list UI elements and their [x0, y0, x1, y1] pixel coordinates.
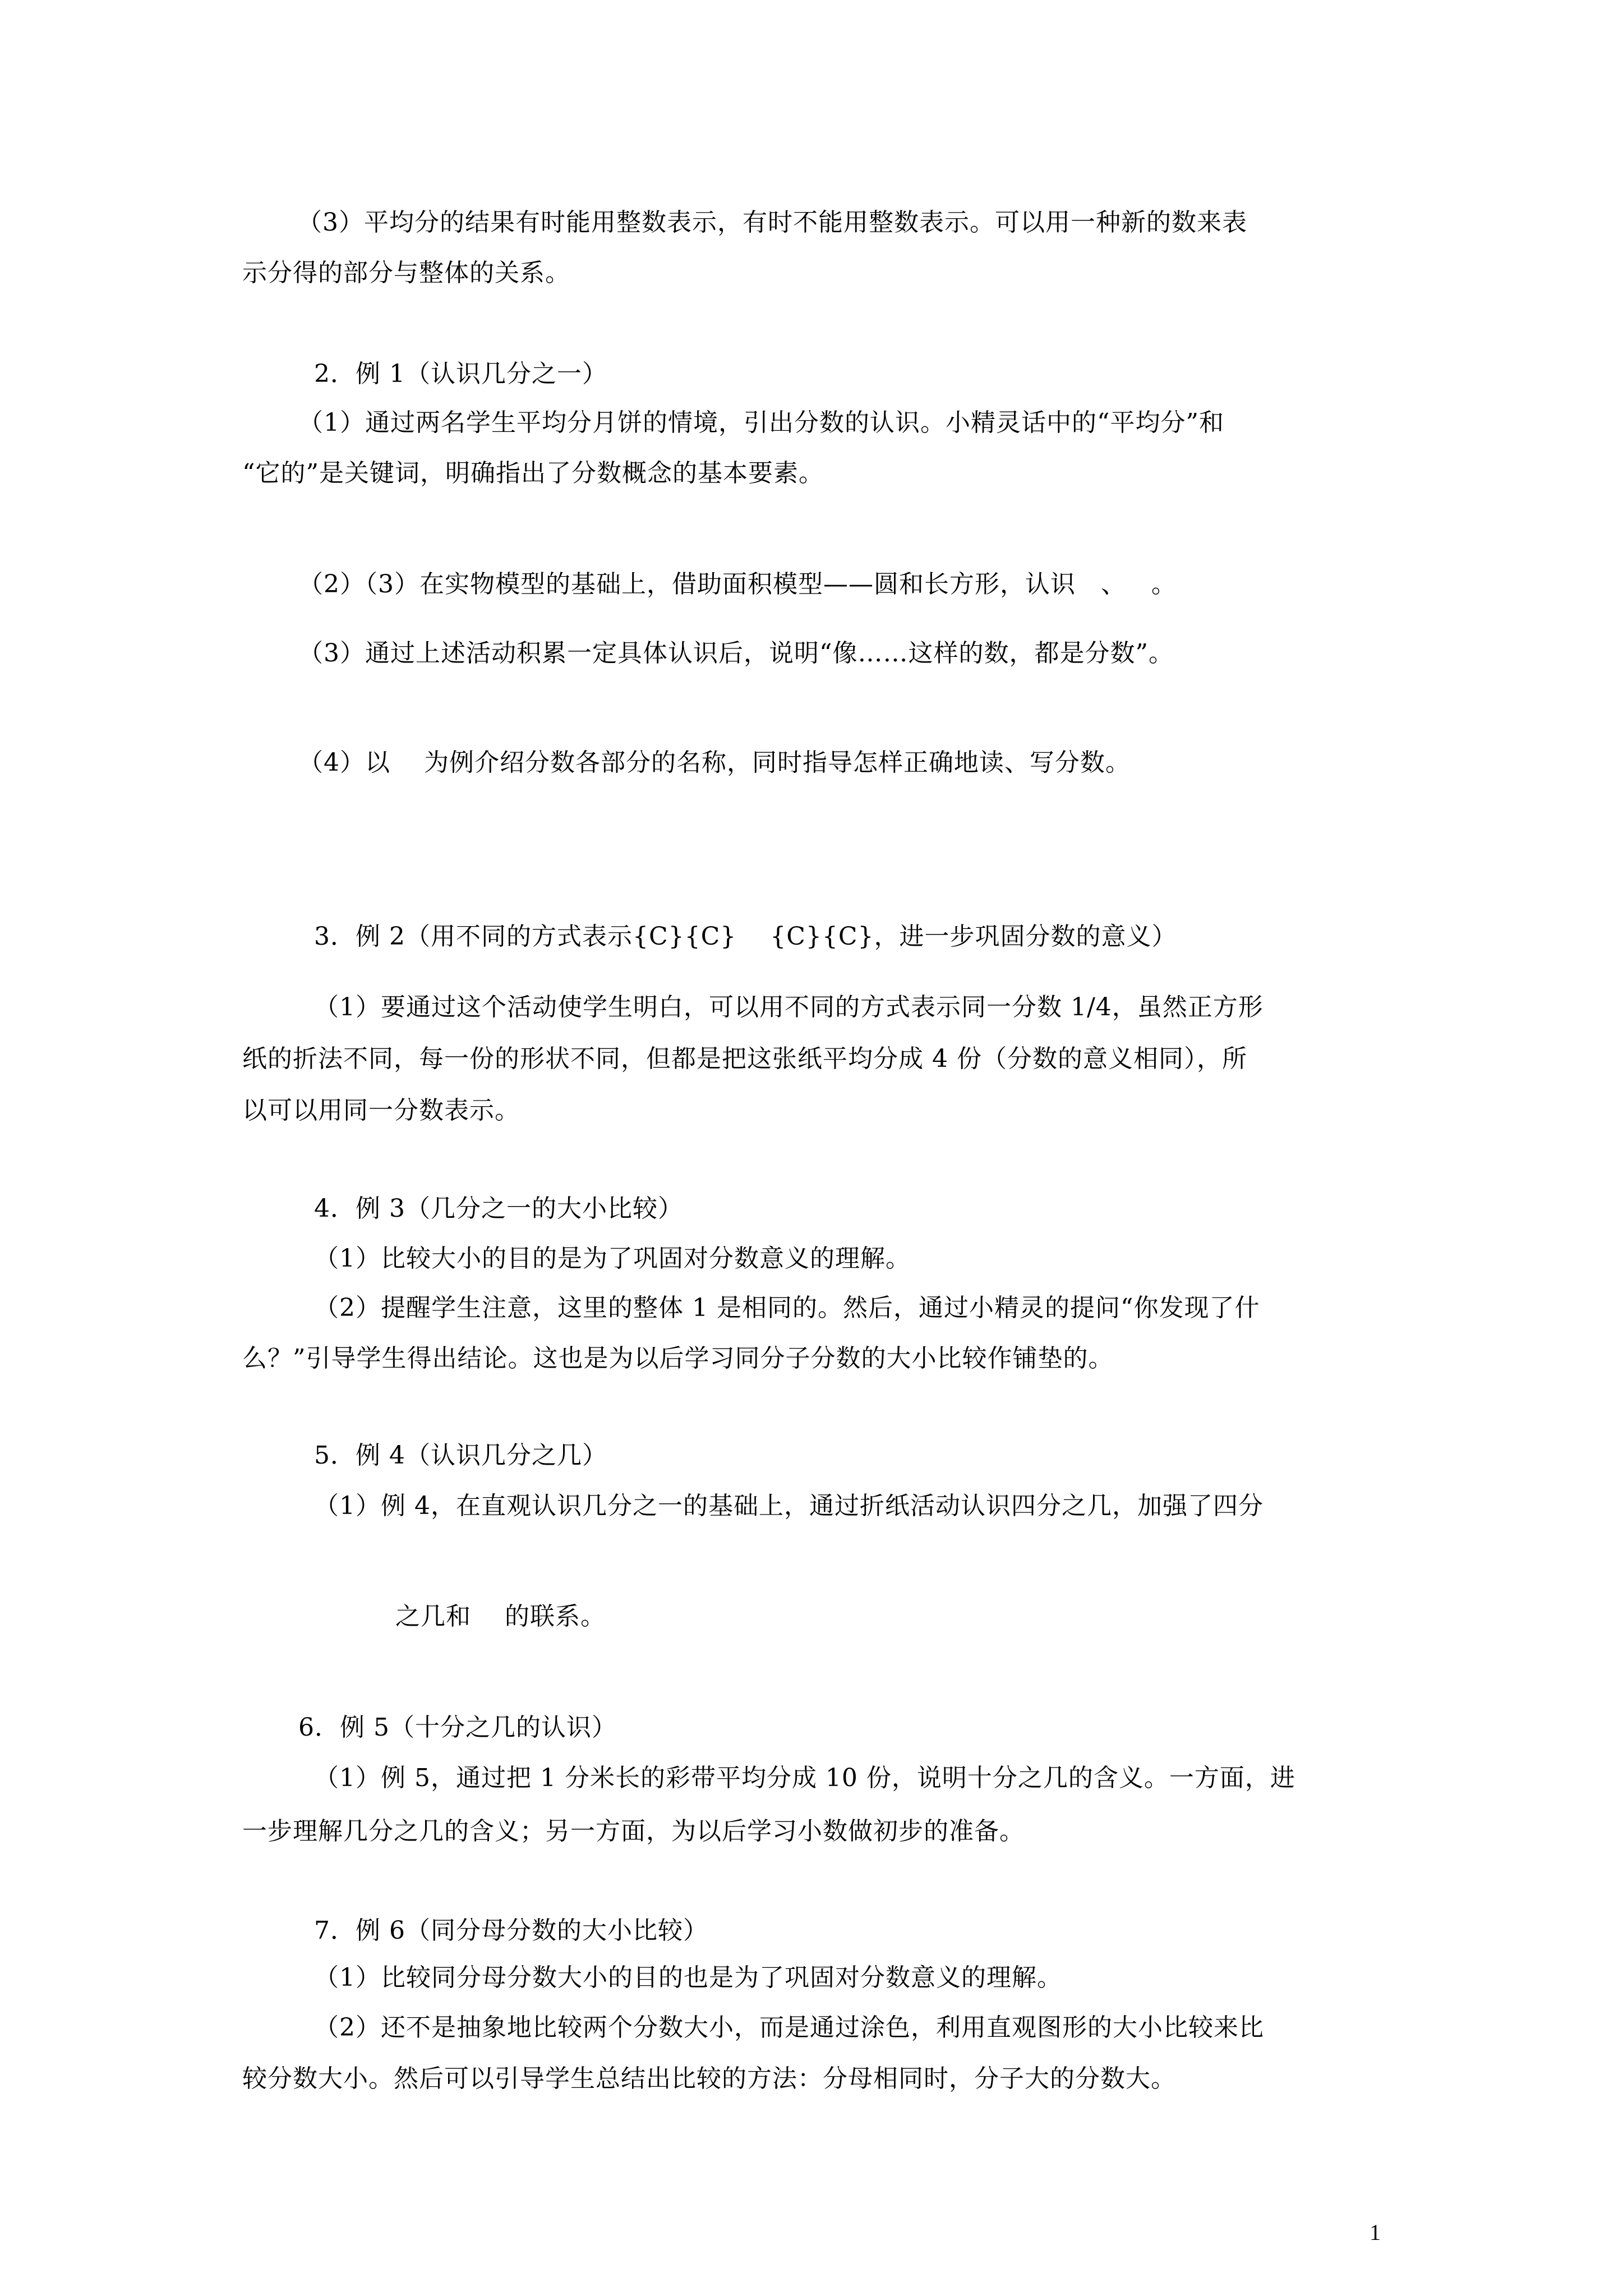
section-5-heading: 5．例 4（认识几分之几）: [314, 1441, 607, 1470]
section-2-item-3: （3）通过上述活动积累一定具体认识后，说明“像……这样的数，都是分数”。: [298, 639, 1174, 668]
paragraph-3-line-1: （3）平均分的结果有时能用整数表示，有时不能用整数表示。可以用一种新的数来表: [297, 208, 1247, 237]
section-2-heading: 2．例 1（认识几分之一）: [314, 360, 607, 388]
section-7-item-2-line-2: 较分数大小。然后可以引导学生总结出比较的方法：分母相同时，分子大的分数大。: [242, 2064, 1176, 2093]
page-number: 1: [1370, 2220, 1381, 2245]
section-6-item-1-line-2: 一步理解几分之几的含义；另一方面，为以后学习小数做初步的准备。: [242, 1817, 1025, 1846]
section-5-item-1-line-2: 之几和 的联系。: [395, 1602, 606, 1631]
section-3-item-1-line-3: 以可以用同一分数表示。: [242, 1096, 520, 1125]
section-4-item-1: （1）比较大小的目的是为了巩固对分数意义的理解。: [314, 1244, 911, 1273]
section-2-item-1-line-1: （1）通过两名学生平均分月饼的情境，引出分数的认识。小精灵话中的“平均分”和: [298, 408, 1224, 437]
section-4-heading: 4．例 3（几分之一的大小比较）: [314, 1194, 683, 1223]
section-7-item-1: （1）比较同分母分数大小的目的也是为了巩固对分数意义的理解。: [314, 1963, 1062, 1992]
section-2-item-1-line-2: “它的”是关键词，明确指出了分数概念的基本要素。: [242, 459, 824, 487]
section-4-item-2-line-2: 么？”引导学生得出结论。这也是为以后学习同分子分数的大小比较作铺垫的。: [242, 1344, 1114, 1373]
section-5-item-1-line-1: （1）例 4，在直观认识几分之一的基础上，通过折纸活动认识四分之几，加强了四分: [314, 1492, 1264, 1520]
section-7-item-2-line-1: （2）还不是抽象地比较两个分数大小，而是通过涂色，利用直观图形的大小比较来比: [314, 2013, 1264, 2042]
section-3-item-1-line-2: 纸的折法不同，每一份的形状不同，但都是把这张纸平均分成 4 份（分数的意义相同），所: [242, 1045, 1247, 1073]
section-3-heading: 3．例 2（用不同的方式表示{C}{C} {C}{C}，进一步巩固分数的意义）: [314, 922, 1177, 951]
section-2-item-2: （2）（3）在实物模型的基础上，借助面积模型——圆和长方形，认识 、 。: [298, 570, 1177, 599]
section-2-item-4: （4）以 为例介绍分数各部分的名称，同时指导怎样正确地读、写分数。: [298, 748, 1131, 777]
section-4-item-2-line-1: （2）提醒学生注意，这里的整体 1 是相同的。然后，通过小精灵的提问“你发现了什: [314, 1294, 1260, 1322]
section-6-heading: 6．例 5（十分之几的认识）: [298, 1713, 617, 1742]
paragraph-3-line-2: 示分得的部分与整体的关系。: [242, 259, 570, 287]
section-7-heading: 7．例 6（同分母分数的大小比较）: [314, 1916, 708, 1945]
section-3-item-1-line-1: （1）要通过这个活动使学生明白，可以用不同的方式表示同一分数 1/4，虽然正方形: [314, 993, 1264, 1022]
section-6-item-1-line-1: （1）例 5，通过把 1 分米长的彩带平均分成 10 份，说明十分之几的含义。一方面，进: [314, 1764, 1295, 1792]
